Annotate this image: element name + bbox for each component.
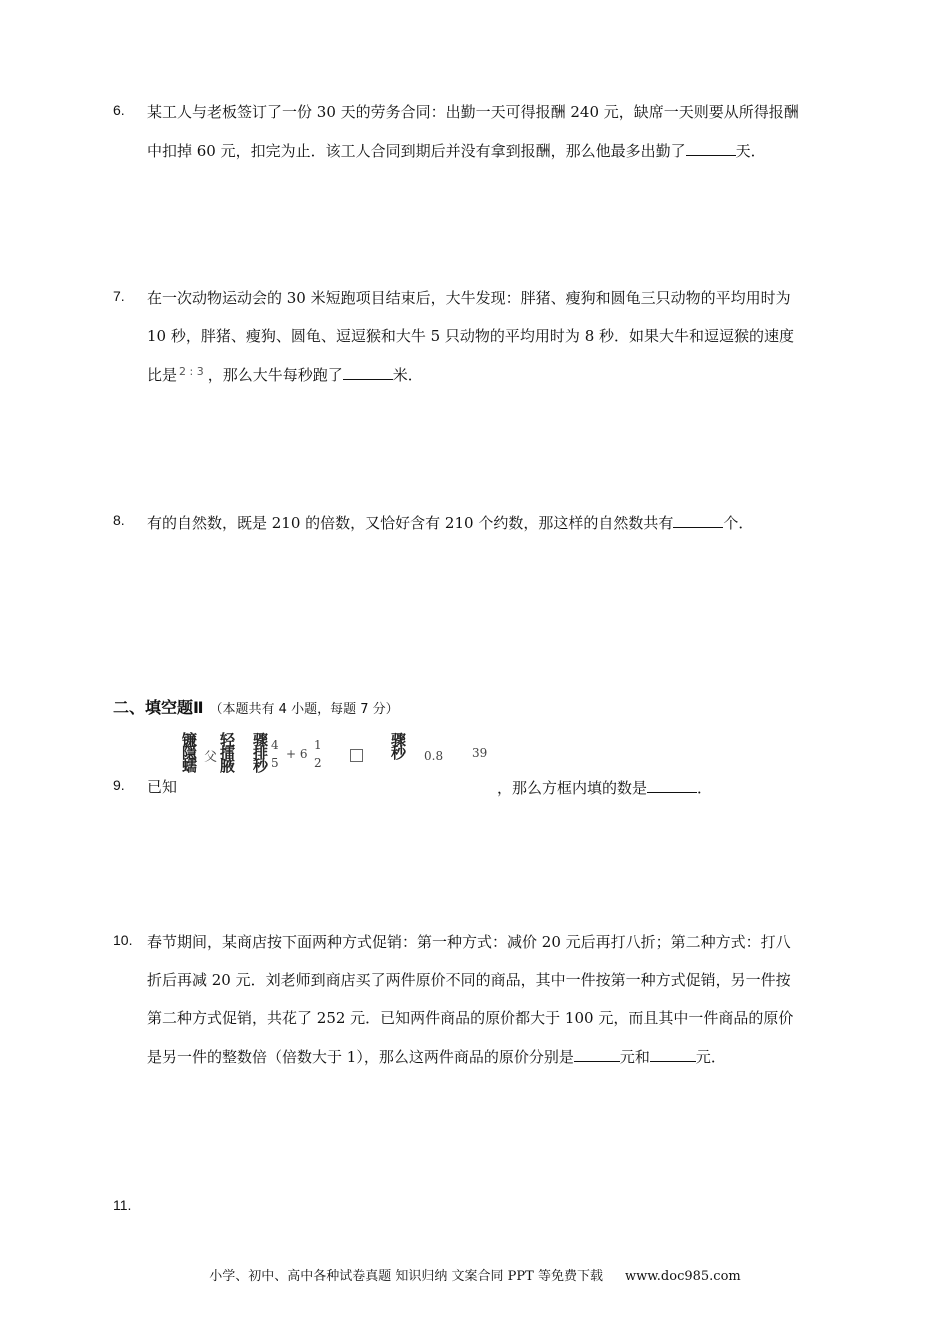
question-text-line bbox=[497, 777, 712, 798]
question-number: 7. bbox=[113, 288, 125, 304]
formula-blank-box bbox=[350, 749, 363, 762]
question-text: 比是 bbox=[147, 366, 178, 384]
question-number: 6. bbox=[113, 102, 125, 118]
section-note: （本题共有 4 小题，每题 7 分） bbox=[209, 702, 399, 717]
question-text-line: 在一次动物运动会的 30 米短跑项目结束后，大牛发现：胖猪、瘦狗和圆龟三只动物的平均用时为 bbox=[147, 289, 791, 307]
answer-blank[interactable] bbox=[686, 140, 736, 156]
question-text: 有的自然数，既是 210 的倍数，又恰好含有 210 个约数，那这样的自然数共有 bbox=[147, 514, 674, 532]
answer-blank[interactable] bbox=[343, 364, 393, 380]
question-text-line bbox=[147, 1046, 863, 1066]
formula-glyphs: 骤 秒 bbox=[391, 731, 404, 762]
question-suffix: ． bbox=[697, 779, 713, 797]
formula-denominator: 2 bbox=[314, 756, 322, 770]
question-text-line: 折后再减 20 元．刘老师到商店买了两件原价不同的商品，其中一件按第一种方式促销，另一件按 bbox=[147, 971, 791, 989]
question-suffix: 个． bbox=[723, 514, 754, 532]
formula-denominator: 5 bbox=[271, 756, 279, 770]
formula-decimal: 0.8 bbox=[424, 749, 444, 763]
footer-site: www.doc985.com bbox=[624, 1269, 741, 1284]
footer-text: 小学、初中、高中各种试卷真题 知识归纳 文案合同 PPT 等免费下载 bbox=[209, 1269, 603, 1284]
page-footer bbox=[0, 1265, 950, 1284]
question-text-line: 10 秒，胖猪、瘦狗、圆龟、逗逗猴和大牛 5 只动物的平均用时为 8 秒．如果大牛和逗逗猴的速度 bbox=[147, 327, 795, 345]
formula-glyphs: 轻 擂 腋 bbox=[220, 731, 233, 775]
question-text: ，那么大牛每秒跑了 bbox=[207, 366, 343, 384]
question-text: 元和 bbox=[619, 1048, 650, 1066]
question-text: 中扣掉 60 元，扣完为止．该工人合同到期后并没有拿到报酬，那么他最多出勤了 bbox=[147, 142, 686, 160]
section-title: 二、填空题Ⅱ bbox=[113, 698, 204, 717]
question-number: 10. bbox=[113, 932, 133, 948]
question-prefix: 已知 bbox=[147, 778, 178, 796]
question-text-line: 第二种方式促销，共花了 252 元．已知两件商品的原价都大于 100 元，而且其中一件商品的原价 bbox=[147, 1009, 794, 1027]
formula-numerator: 4 bbox=[271, 738, 279, 752]
answer-blank[interactable] bbox=[673, 512, 723, 528]
question-text-line: 春节期间，某商店按下面两种方式促销：第一种方式：减价 20 元后再打八折；第二种方式：打八 bbox=[147, 933, 791, 951]
question-suffix: 米． bbox=[392, 366, 423, 384]
question-number: 11. bbox=[113, 1197, 132, 1213]
question-text: 是另一件的整数倍（倍数大于 1），那么这两件商品的原价分别是 bbox=[147, 1048, 574, 1066]
answer-blank[interactable] bbox=[574, 1046, 620, 1062]
question-number: 8. bbox=[113, 512, 125, 528]
formula-plus: + 6 bbox=[286, 747, 308, 761]
question-suffix: 天． bbox=[735, 142, 766, 160]
question-suffix: 元． bbox=[695, 1048, 726, 1066]
formula-char: 父 bbox=[204, 750, 218, 765]
answer-blank[interactable] bbox=[650, 1046, 696, 1062]
question-text-line bbox=[147, 512, 863, 532]
formula-result: 39 bbox=[472, 746, 488, 760]
question-number: 9. bbox=[113, 777, 125, 793]
formula-numerator: 1 bbox=[314, 738, 322, 752]
question-text-line: 某工人与老板签订了一份 30 天的劳务合同：出勤一天可得报酬 240 元，缺席一天则要从所得报酬 bbox=[147, 103, 799, 121]
question-text-line bbox=[147, 364, 863, 384]
formula-glyphs: 镰 隱 蠕 bbox=[182, 731, 195, 775]
question-text-line bbox=[147, 140, 863, 160]
formula-glyphs: 骤 排 秒 bbox=[253, 731, 266, 775]
section-heading bbox=[113, 695, 853, 718]
ratio-formula: 2 : 3 bbox=[179, 365, 204, 378]
answer-blank[interactable] bbox=[647, 777, 697, 793]
question-text: ，那么方框内填的数是 bbox=[497, 779, 648, 797]
